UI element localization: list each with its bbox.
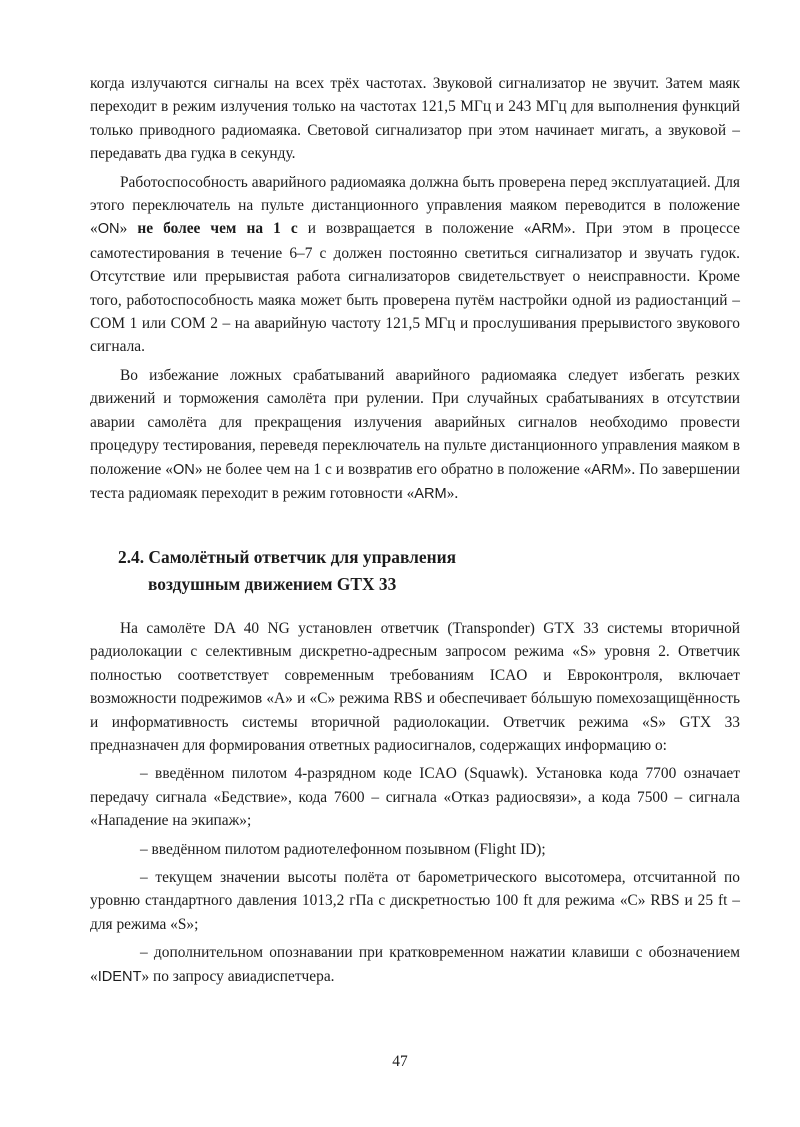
heading-line-2: воздушным движением GTX 33: [148, 574, 397, 594]
paragraph-transponder: На самолёте DA 40 NG установлен ответчик (Transponder) GTX 33 системы вторичной радиолокации с селективным дискретно-адресным запросом режима «S» уровня 2. Ответчик полностью соответствует современным требованиям ICAO и Евроконтроля, включает возможности подрежимов «A» и «C» режима RBS и обеспечивает бóльшую помехозащищённость и информативность системы вторичной радиолокации. Ответчик режима «S» GTX 33 предназначен для формирования ответных радиосигналов, содержащих информацию о:: [90, 620, 740, 755]
section-heading: [118, 544, 456, 598]
paragraph-2: Работоспособность аварийного радиомаяка должна быть проверена перед эксплуатацией. Для этого переключатель на пульте дистанционного управления маяком переводится в положение «ON» не более чем на 1 с и возвращается в положение «ARM». При этом в процессе самотестирования в течение 6–7 с должен постоянно светиться сигнализатор и звучать гудок. Отсутствие или прерывистая работа сигнализаторов свидетельствует о неисправности. Кроме того, работоспособность маяка может быть проверена путём настройки одной из радиостанций – COM 1 или COM 2 – на аварийную частоту 121,5 МГц и прослушивания прерывистого звукового сигнала.: [90, 173, 740, 356]
paragraph-1: когда излучаются сигналы на всех трёх частотах. Звуковой сигнализатор не звучит. Затем маяк переходит в режим излучения только на частотах 121,5 МГц и 243 МГц для выполнения функций только приводного радиомаяка. Световой сигнализатор при этом начинает мигать, а звуковой – передавать два гудка в секунду.: [90, 75, 740, 163]
heading-line-1: 2.4. Самолётный ответчик для управления: [118, 547, 457, 567]
list-item: – введённом пилотом 4-разрядном коде ICAO (Squawk). Установка кода 7700 означает передачу сигнала «Бедствие», кода 7600 – сигнала «Отказ радиосвязи», а кода 7500 – сигнала «Нападение на экипаж»;: [90, 765, 740, 830]
list-item: – введённом пилотом радиотелефонном позывном (Flight ID);: [140, 840, 546, 858]
list-item: – дополнительном опознавании при кратковременном нажатии клавиши с обозначением «IDENT» по запросу авиадиспетчера.: [90, 944, 740, 985]
section-transponder-text: [90, 617, 740, 989]
paragraph-3: Во избежание ложных срабатываний аварийного радиомаяка следует избегать резких движений и торможения самолёта при рулении. При случайных срабатываниях в отсутствии аварии самолёта для прекращения излучения аварийных сигналов необходимо провести процедуру тестирования, переведя переключатель на пульте дистанционного управления маяком в положение «ON» не более чем на 1 с и возвратив его обратно в положение «ARM». По завершении теста радиомаяк переходит в режим готовности «ARM».: [90, 366, 740, 502]
list-item: – текущем значении высоты полёта от барометрического высотомера, отсчитанной по уровню стандартного давления 1013,2 гПа с дискретностью 100 ft для режима «C» RBS и 25 ft – для режима «S»;: [90, 869, 740, 933]
page-number: 47: [392, 1053, 408, 1070]
section-beacon-text: [90, 72, 740, 506]
